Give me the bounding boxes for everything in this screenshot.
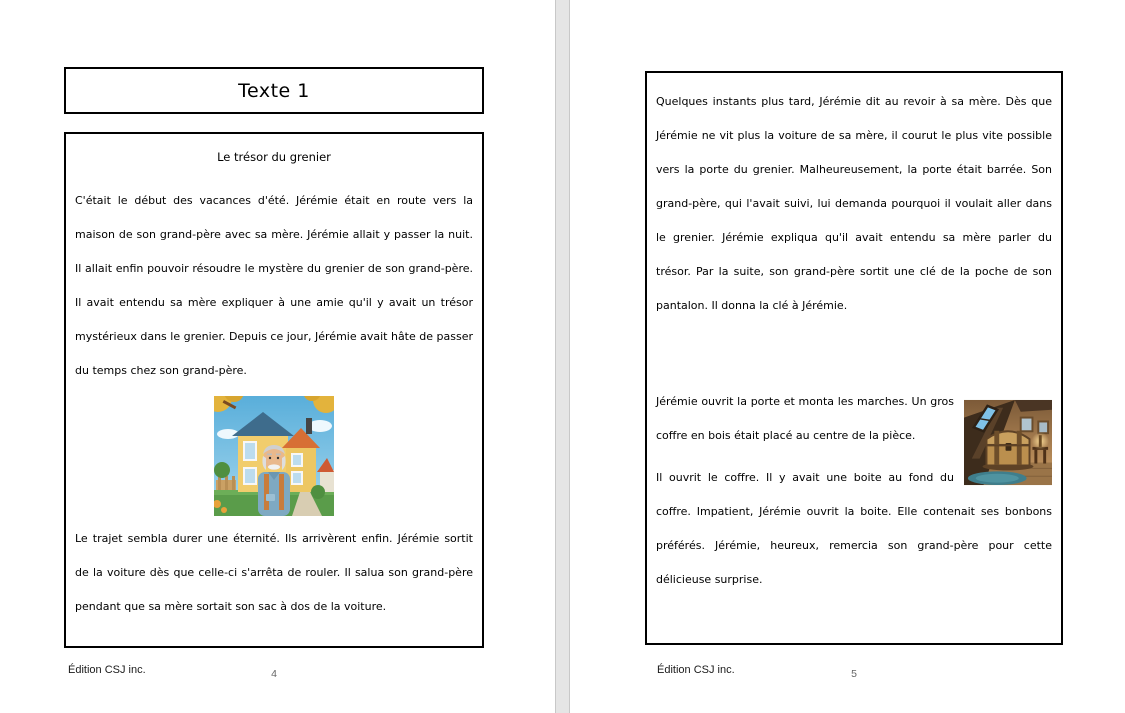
- story-heading: Le trésor du grenier: [217, 150, 331, 164]
- story-box-left: [64, 132, 484, 648]
- page-title: Texte 1: [238, 79, 310, 102]
- page-gap-separator: [555, 0, 570, 713]
- footer-edition-right: Édition CSJ inc.: [657, 664, 735, 676]
- story-paragraph-1: C'était le début des vacances d'été. Jérémie était en route vers la maison de son grand-père avec sa mère. Jérémie allait y passer la nuit. Il allait enfin pouvoir résoudre le mystère du grenier de son grand-père. Il avait entendu sa mère expliquer à une amie qu'il y avait un trésor mystérieux dans le grenier. Depuis ce jour, Jérémie avait hâte de passer du temps chez son grand-père.: [75, 194, 473, 377]
- document-page-left: [0, 0, 555, 713]
- grandfather-house-image: [75, 396, 473, 516]
- story-paragraph-5: Il ouvrit le coffre. Il y avait une boite au fond du coffre. Impatient, Jérémie ouvrit la boite. Elle contenait ses bonbons préférés. Jérémie, heureux, remercia son grand-père pour cette délicieuse surprise.: [656, 471, 1052, 586]
- footer-page-number-right: 5: [851, 668, 857, 680]
- footer-edition-left: Édition CSJ inc.: [68, 664, 146, 676]
- story-paragraph-4: Jérémie ouvrit la porte et monta les marches. Un gros coffre en bois était placé au centre de la pièce.: [656, 385, 1052, 453]
- story-paragraph-3: Quelques instants plus tard, Jérémie dit au revoir à sa mère. Dès que Jérémie ne vit plus la voiture de sa mère, il courut le plus vite possible vers la porte du grenier. Malheureusement, la porte était barrée. Son grand-père, qui l'avait suivi, lui demanda pourquoi il voulait aller dans le grenier. Jérémie expliqua qu'il avait entendu sa mère parler du trésor. Par la suite, son grand-père sortit une clé de la poche de son pantalon. Il donna la clé à Jérémie.: [656, 95, 1052, 312]
- document-page-right: [570, 0, 1125, 713]
- attic-treasure-chest-image: [964, 399, 1052, 486]
- story-box-right: [645, 71, 1063, 645]
- footer-page-number-left: 4: [271, 668, 277, 680]
- title-box: [64, 67, 484, 114]
- story-paragraph-2: Le trajet sembla durer une éternité. Ils arrivèrent enfin. Jérémie sortit de la voiture dès que celle-ci s'arrêta de rouler. Il salua son grand-père pendant que sa mère sortait son sac à dos de la voiture.: [75, 532, 473, 613]
